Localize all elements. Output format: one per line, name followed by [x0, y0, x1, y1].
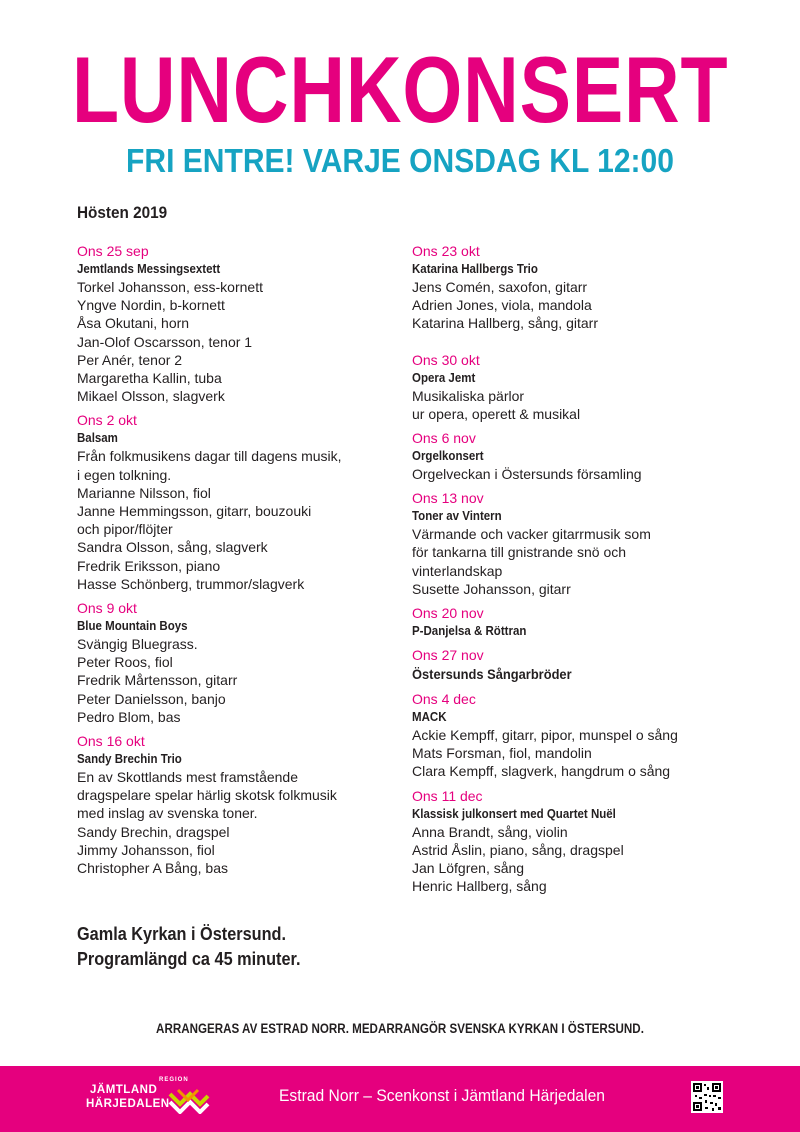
event-detail-line: Anna Brandt, sång, violin [412, 823, 568, 840]
arranger-note: ARRANGERAS AV ESTRAD NORR. MEDARRANGÖR SVENSKA KYRKAN I ÖSTERSUND. [156, 1021, 644, 1036]
concert-event [412, 646, 727, 684]
event-detail-line: Clara Kempff, slagverk, hangdrum o sång [412, 763, 671, 780]
event-date: Ons 13 nov [412, 490, 484, 507]
logo-line-1: JÄMTLAND [90, 1084, 158, 1096]
event-detail-line: Ackie Kempff, gitarr, pipor, munspel o sång [412, 727, 678, 744]
event-detail-line: för tankarna till gnistrande snö och [412, 544, 627, 561]
concert-event [412, 787, 727, 896]
event-detail-line: Mikael Olsson, slagverk [77, 388, 225, 405]
program-column-left [77, 242, 392, 883]
event-performer: Orgelkonsert [412, 449, 484, 464]
season-heading: Hösten 2019 [77, 203, 168, 222]
event-date: Ons 25 sep [77, 243, 149, 259]
event-performer: Östersunds Sångarbröder [412, 666, 572, 683]
event-detail-line: Henric Hallberg, sång [412, 878, 547, 895]
event-detail-line: Astrid Åslin, piano, sång, dragspel [412, 841, 624, 858]
concert-event [412, 429, 727, 483]
event-detail-line: Från folkmusikens dagar till dagens musik, [77, 448, 342, 465]
event-detail-line: Jens Comén, saxofon, gitarr [412, 279, 588, 295]
event-detail-line: Peter Danielsson, banjo [77, 690, 226, 707]
event-detail-line: Margaretha Kallin, tuba [77, 370, 222, 387]
event-detail-line: Fredrik Mårtensson, gitarr [77, 672, 238, 689]
event-detail-line: Yngve Nordin, b-kornett [77, 297, 225, 314]
event-detail-line: ur opera, operett & musikal [412, 405, 581, 422]
event-date: Ons 20 nov [412, 605, 484, 622]
event-performer: Opera Jemt [412, 370, 476, 385]
logo-region-label: REGION [159, 1077, 189, 1083]
event-detail-line: Orgelveckan i Östersunds församling [412, 466, 642, 483]
event-performer: P-Danjelsa & Röttran [412, 624, 527, 639]
concert-event [77, 732, 392, 877]
concert-event [412, 242, 727, 333]
duration-line: Programlängd ca 45 minuter. [77, 948, 301, 969]
logo-line-2: HÄRJEDALEN [86, 1098, 170, 1110]
event-detail-line: Pedro Blom, bas [77, 708, 181, 725]
event-detail-line: Adrien Jones, viola, mandola [412, 297, 592, 314]
concert-event [412, 351, 727, 423]
event-detail-line: dragspelare spelar härlig skotsk folkmusik [77, 787, 337, 804]
event-detail-line: Torkel Johansson, ess-kornett [77, 279, 263, 295]
event-date: Ons 27 nov [412, 647, 484, 664]
event-date: Ons 16 okt [77, 733, 145, 750]
event-detail-line: Jimmy Johansson, fiol [77, 841, 215, 858]
concert-event [412, 604, 727, 640]
event-date: Ons 11 dec [412, 787, 483, 804]
concert-event [412, 690, 727, 781]
qr-code-icon[interactable] [691, 1081, 723, 1113]
venue-line: Gamla Kyrkan i Östersund. [77, 923, 287, 944]
venue-info [77, 921, 300, 971]
event-detail-line: med inslag av svenska toner. [77, 805, 258, 822]
concert-event [77, 599, 392, 726]
event-detail-line: Susette Johansson, gitarr [412, 580, 571, 597]
event-date: Ons 23 okt [412, 243, 480, 259]
event-detail-line: Sandra Olsson, sång, slagverk [77, 539, 268, 556]
concert-event [77, 411, 392, 593]
event-detail-line: Jan-Olof Oscarsson, tenor 1 [77, 333, 253, 350]
poster-title: LUNCHKONSERT [72, 37, 729, 142]
event-detail-line: Per Anér, tenor 2 [77, 351, 183, 368]
event-detail-line: Musikaliska pärlor [412, 387, 525, 404]
event-date: Ons 4 dec [412, 691, 476, 708]
event-performer: Jemtlands Messingsextett [77, 262, 221, 276]
event-detail-line: Värmande och vacker gitarrmusik som [412, 526, 651, 543]
event-detail-line: Peter Roos, fiol [77, 654, 173, 671]
event-performer: Toner av Vintern [412, 509, 502, 524]
event-performer: MACK [412, 710, 447, 725]
event-detail-line: En av Skottlands mest framstående [77, 769, 298, 786]
event-detail-line: Åsa Okutani, horn [77, 315, 190, 332]
event-date: Ons 9 okt [77, 600, 137, 617]
poster-subtitle: FRI ENTRE! VARJE ONSDAG KL 12:00 [126, 142, 674, 179]
event-performer: Sandy Brechin Trio [77, 752, 182, 767]
event-detail-line: Katarina Hallberg, sång, gitarr [412, 315, 598, 332]
event-performer: Balsam [77, 431, 118, 446]
event-detail-line: Marianne Nilsson, fiol [77, 484, 211, 501]
event-date: Ons 2 okt [77, 412, 137, 429]
event-date: Ons 30 okt [412, 351, 480, 368]
event-performer: Klassisk julkonsert med Quartet Nuël [412, 806, 616, 821]
event-detail-line: Mats Forsman, fiol, mandolin [412, 745, 592, 762]
event-detail-line: vinterlandskap [412, 562, 503, 579]
logo-mark-icon [168, 1084, 210, 1114]
event-detail-line: och pipor/flöjter [77, 521, 173, 538]
footer-tagline: Estrad Norr – Scenkonst i Jämtland Härjedalen [279, 1086, 605, 1105]
concert-event [77, 242, 392, 405]
event-detail-line: Svängig Bluegrass. [77, 636, 198, 653]
event-detail-line: Christopher A Bång, bas [77, 860, 228, 877]
event-detail-line: i egen tolkning. [77, 466, 172, 483]
event-detail-line: Hasse Schönberg, trummor/slagverk [77, 575, 305, 592]
region-logo [86, 1074, 216, 1122]
event-detail-line: Janne Hemmingsson, gitarr, bouzouki [77, 503, 312, 520]
event-performer: Katarina Hallbergs Trio [412, 262, 538, 276]
event-detail-line: Sandy Brechin, dragspel [77, 823, 230, 840]
event-performer: Blue Mountain Boys [77, 619, 188, 634]
event-detail-line: Fredrik Eriksson, piano [77, 557, 221, 574]
program-column-right [412, 242, 727, 901]
event-date: Ons 6 nov [412, 430, 476, 447]
footer-bar [0, 1066, 800, 1132]
event-detail-line: Jan Löfgren, sång [412, 860, 525, 877]
concert-event [412, 489, 727, 598]
